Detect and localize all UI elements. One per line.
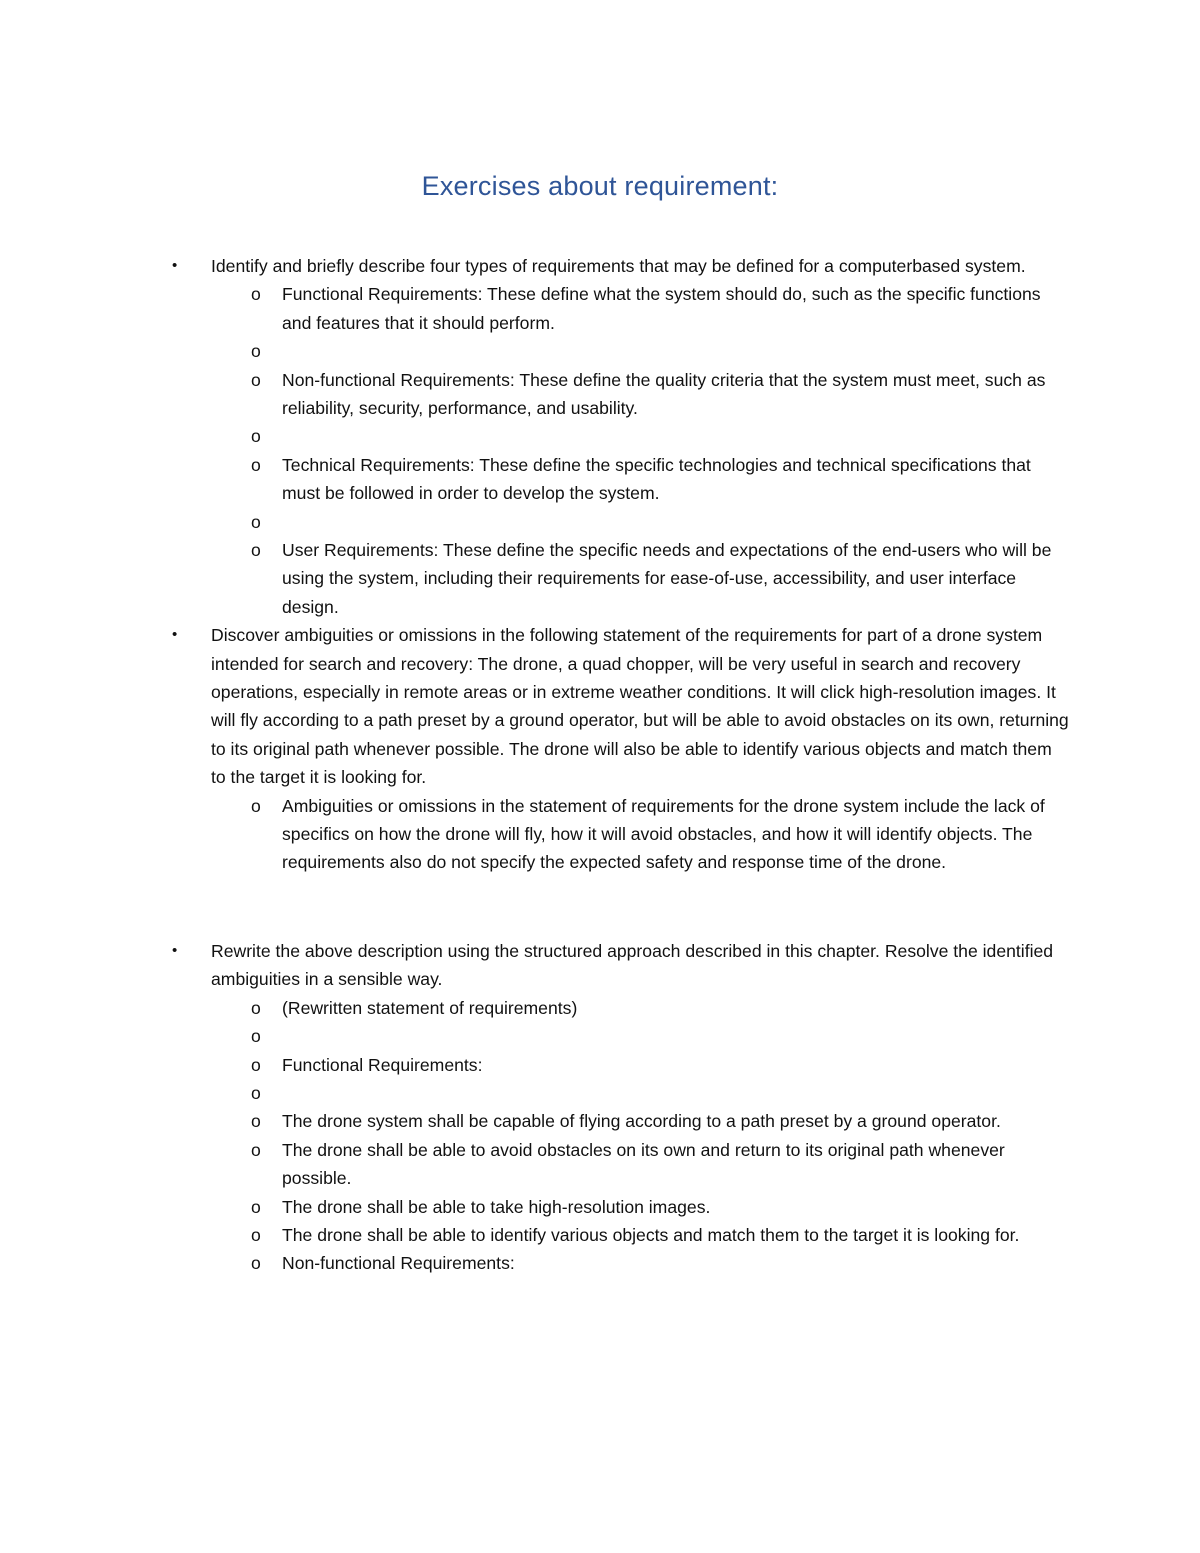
sub-bullet-text: User Requirements: These define the specific needs and expectations of the end-users who will be using the system, including their requirements for ease-of-use, accessibility, and user interface design. (282, 540, 1052, 617)
sub-bullet-item (170, 1107, 1070, 1135)
sub-bullet-item (170, 994, 1070, 1022)
sub-bullet-text: The drone shall be able to avoid obstacles on its own and return to its original path whenever possible. (282, 1139, 1005, 1189)
sub-bullet-icon: o (251, 795, 261, 816)
sub-bullet-text: The drone shall be able to take high-resolution images. (282, 1196, 711, 1217)
sub-bullet-icon: o (251, 1026, 261, 1047)
sub-bullet-item (170, 280, 1070, 337)
sub-bullet-text: Technical Requirements: These define the specific technologies and technical specifications that must be followed in order to develop the system. (282, 454, 1031, 504)
sub-bullet-item (170, 337, 1070, 365)
sub-bullet-icon: o (251, 511, 261, 532)
sub-bullet-icon: o (251, 1111, 261, 1132)
document-body (170, 252, 1070, 1278)
sub-bullet-item (170, 1193, 1070, 1221)
sub-bullet-text: Functional Requirements: (282, 1054, 483, 1075)
bullet-item (170, 252, 1070, 280)
spacer (170, 877, 1070, 937)
sub-bullet-text: The drone system shall be capable of flying according to a path preset by a ground operator. (282, 1111, 1001, 1132)
sub-bullet-text: Ambiguities or omissions in the statement of requirements for the drone system include the lack of specifics on how the drone will fly, how it will avoid obstacles, and how it will identify objects. The requirements also do not specify the expected safety and response time of the drone. (282, 795, 1045, 873)
bullet-icon: • (172, 257, 178, 274)
sub-bullet-text: Non-functional Requirements: (282, 1253, 515, 1274)
sub-bullet-icon: o (251, 997, 261, 1018)
sub-bullet-item (170, 1022, 1070, 1050)
document-title: Exercises about requirement: (421, 171, 779, 201)
sub-bullet-icon: o (251, 454, 261, 475)
sub-bullet-item (170, 792, 1070, 877)
sub-bullet-icon: o (251, 1196, 261, 1217)
sub-bullet-item (170, 508, 1070, 536)
sub-bullet-item (170, 366, 1070, 423)
sub-bullet-item (170, 451, 1070, 508)
sub-bullet-icon: o (251, 1253, 261, 1274)
bullet-icon: • (172, 626, 178, 644)
sub-bullet-text: (Rewritten statement of requirements) (282, 997, 578, 1018)
sub-bullet-item (170, 1136, 1070, 1193)
sub-bullet-item (170, 422, 1070, 450)
sub-bullet-icon: o (251, 341, 261, 362)
sub-bullet-icon: o (251, 284, 261, 305)
sub-bullet-item (170, 1221, 1070, 1249)
sub-bullet-icon: o (251, 1054, 261, 1075)
sub-bullet-text: Functional Requirements: These define what the system should do, such as the specific functions and features that it should perform. (282, 284, 1041, 333)
bullet-text: Discover ambiguities or omissions in the following statement of the requirements for part of a drone system intended for search and recovery: The drone, a quad chopper, will be very useful in search and recovery operations, especially in remote areas or in extreme weather conditions. It will click high-resolution images. It will fly according to a path preset by a ground operator, but will be able to avoid obstacles on its own, returning to its original path whenever possible. The drone will also be able to identify various objects and match them to the target it is looking for. (211, 625, 1069, 788)
bullet-text: Identify and briefly describe four types of requirements that may be defined for a computerbased system. (211, 256, 1026, 276)
sub-bullet-item (170, 1051, 1070, 1079)
sub-bullet-text: The drone shall be able to identify various objects and match them to the target it is looking for. (282, 1224, 1020, 1245)
sub-bullet-icon: o (251, 1224, 261, 1245)
bullet-item (170, 621, 1070, 791)
sub-bullet-icon: o (251, 540, 261, 561)
sub-bullet-item (170, 1249, 1070, 1277)
bullet-item (170, 937, 1070, 994)
sub-bullet-text: Non-functional Requirements: These define the quality criteria that the system must meet, such as reliability, security, performance, and usability. (282, 369, 1046, 419)
sub-bullet-icon: o (251, 1139, 261, 1160)
sub-bullet-item (170, 536, 1070, 621)
sub-bullet-icon: o (251, 426, 261, 447)
sub-bullet-icon: o (251, 369, 261, 390)
sub-bullet-icon: o (251, 1082, 261, 1103)
bullet-text: Rewrite the above description using the structured approach described in this chapter. Resolve the identified ambiguities in a sensible way. (211, 940, 1054, 990)
bullet-icon: • (172, 941, 178, 959)
sub-bullet-item (170, 1079, 1070, 1107)
